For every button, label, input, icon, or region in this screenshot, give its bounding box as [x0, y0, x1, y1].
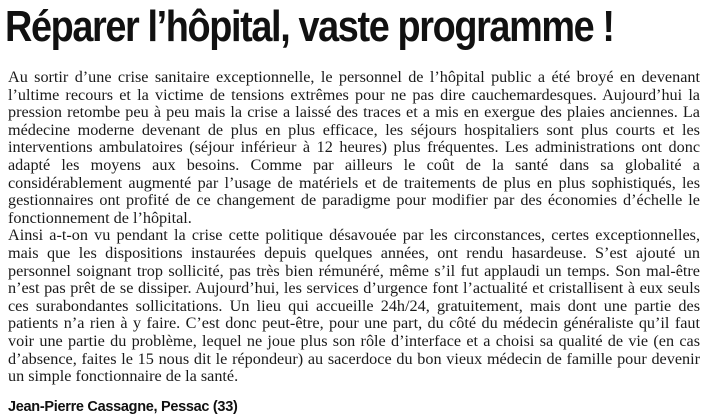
article-paragraph-1: Au sortir d’une crise sanitaire exceptionnelle, le personnel de l’hôpital public a été broyé en devenant l’ultime recours et la victime de tensions extrêmes pour ne pas dire cauchemardesques. Aujourd’hui la pression retombe peu à peu mais la crise a laissé des traces et a mis en exergue des plaies anciennes. La médecine moderne devenant de plus en plus efficace, les séjours hospitaliers sont plus courts et les interventions ambulatoires (séjour inférieur à 12 heures) plus fréquentes. Les administrations ont donc adapté les moyens aux besoins. Comme par ailleurs le coût de la santé dans sa globalité a considérablement augmenté par l’usage de matériels et de traitements de plus en plus sophistiqués, les gestionnaires ont profité de ce changement de paradigme pour modifier par des économies d’échelle le fonctionnement de l’hôpital.	[8, 68, 700, 227]
article-paragraph-2: Ainsi a-t-on vu pendant la crise cette politique désavouée par les circonstances, certes exceptionnelles, mais que les dispositions instaurées depuis quelques années, ont rendu hasardeuse. S’est ajouté un personnel soignant trop sollicité, pas très bien rémunéré, même s’il fut applaudi un temps. Son mal-être n’est pas prêt de se dissiper. Aujourd’hui, les services d’urgence font l’actualité et cristallisent à eux seuls ces surabondantes sollicitations. Un lieu qui accueille 24h/24, gratuitement, mais dont une partie des patients n’a rien à y faire. C’est donc peut-être, pour une part, du côté du médecin généraliste qu’il faut voir une partie du problème, lequel ne joue plus son rôle d’interface et a choisi sa qualité de vie (en cas d’absence, faites le 15 nous dit le répondeur) au sacerdoce du bon vieux médecin de famille pour devenir un simple fonctionnaire de la santé.	[8, 226, 700, 386]
author-signature: Jean-Pierre Cassagne, Pessac (33)	[8, 399, 238, 415]
article-body	[8, 69, 700, 386]
article-headline: Réparer l’hôpital, vaste programme !	[5, 2, 614, 51]
